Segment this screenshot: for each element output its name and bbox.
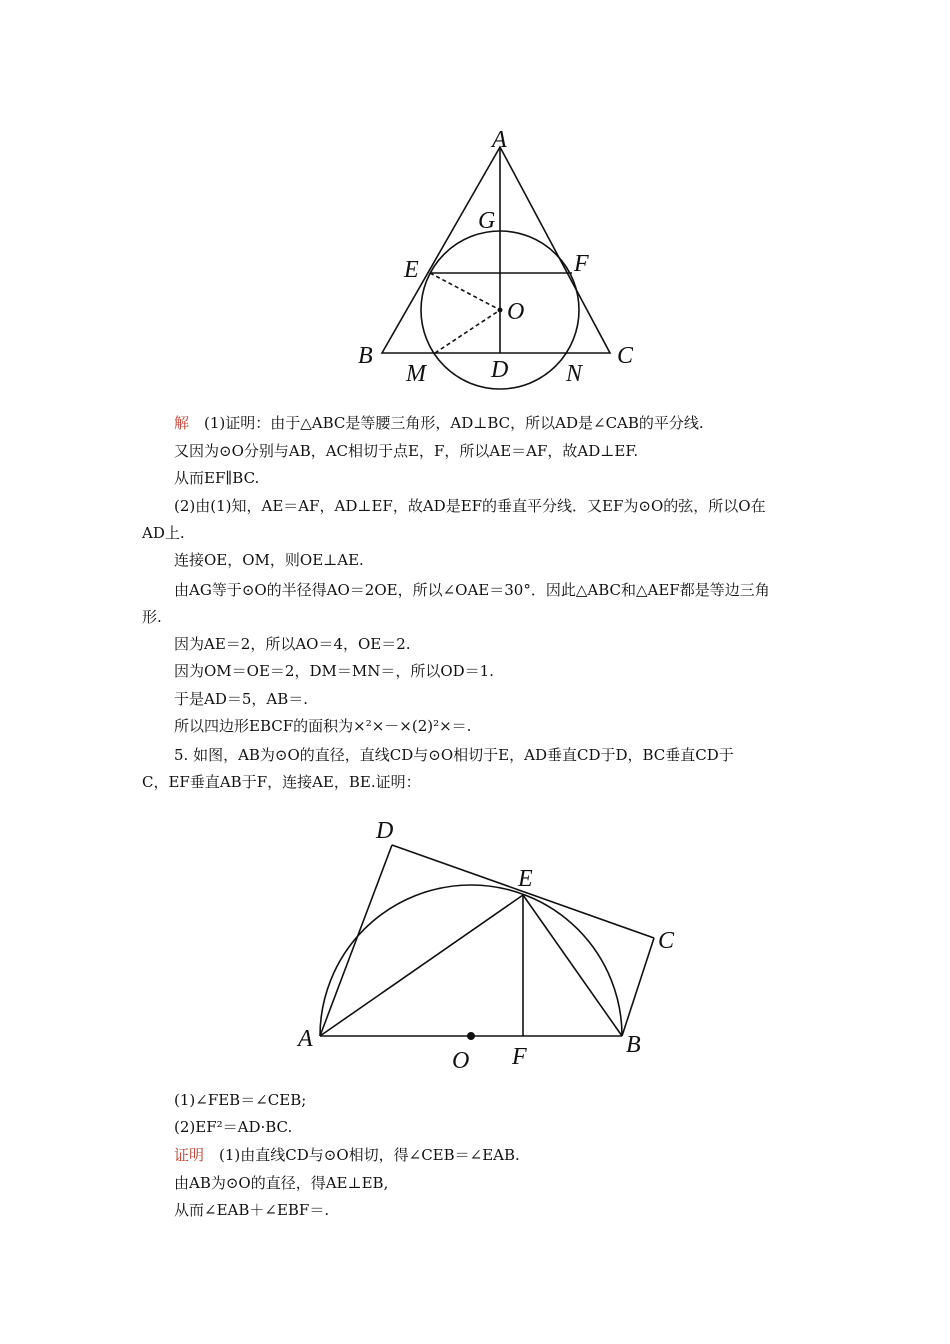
solution-line-7: 由AG等于⊙O的半径得AO＝2OE，所以∠OAE＝30°．因此△ABC和△AEF都是等边三角 [174, 581, 770, 599]
proof-line-1: 证明 (1)由直线CD与⊙O相切，得∠CEB＝∠EAB. [174, 1146, 520, 1164]
label-f: F [574, 251, 589, 277]
solution-line-9: 因为AE＝2，所以AO＝4，OE＝2. [174, 635, 411, 653]
label-e: E [404, 257, 419, 283]
label-a: A [298, 1026, 313, 1052]
segment-bc [622, 938, 654, 1036]
solution-line-1: 解 (1)证明：由于△ABC是等腰三角形，AD⊥BC，所以AD是∠CAB的平分线. [174, 414, 704, 432]
point-o [498, 308, 503, 313]
figure-triangle-circle [340, 125, 645, 395]
proof-line-2: 由AB为⊙O的直径，得AE⊥EB, [174, 1174, 389, 1192]
label-d: D [491, 357, 509, 383]
label-e: E [518, 866, 533, 892]
solution-line-3: 从而EF∥BC. [174, 469, 260, 487]
triangle-abc [382, 147, 610, 353]
solution-line-4: (2)由(1)知，AE＝AF，AD⊥EF，故AD是EF的垂直平分线．又EF为⊙O的弦，所以O在 [174, 497, 766, 515]
label-c: C [658, 928, 675, 954]
problem5-line-2: C，EF垂直AB于F，连接AE，BE.证明： [142, 773, 421, 791]
label-g: G [478, 208, 496, 234]
label-m: M [406, 361, 426, 387]
label-f: F [512, 1044, 527, 1070]
solution-line-5: AD上. [142, 524, 185, 542]
solution-line-12: 所以四边形EBCF的面积为×²×－×(2)²×＝. [174, 717, 472, 735]
part-2: (2)EF²＝AD·BC. [174, 1118, 293, 1136]
label-n: N [566, 361, 583, 387]
segment-ad [320, 845, 392, 1036]
segment-ae [320, 895, 523, 1036]
figure-semicircle-tangent [280, 800, 705, 1085]
label-b: B [626, 1032, 641, 1058]
solution-head: 解 [174, 414, 190, 432]
segment-om [435, 310, 500, 353]
semicircle-o [320, 885, 622, 1036]
label-o: O [507, 299, 525, 325]
solution-line-6: 连接OE，OM，则OE⊥AE. [174, 551, 364, 569]
point-o [467, 1032, 475, 1040]
problem5-line-1: 5. 如图，AB为⊙O的直径，直线CD与⊙O相切于E，AD垂直CD于D，BC垂直CD于 [174, 746, 734, 764]
part-1: (1)∠FEB＝∠CEB; [174, 1091, 307, 1109]
solution-line-10: 因为OM＝OE＝2，DM＝MN＝，所以OD＝1. [174, 662, 494, 680]
label-a: A [492, 127, 507, 153]
segment-eb [523, 895, 622, 1036]
solution-line-2: 又因为⊙O分别与AB，AC相切于点E，F，所以AE＝AF，故AD⊥EF. [174, 442, 639, 460]
solution-line-11: 于是AD＝5，AB＝. [174, 690, 309, 708]
label-d: D [376, 818, 394, 844]
proof-head: 证明 [174, 1146, 205, 1164]
proof-line-3: 从而∠EAB＋∠EBF＝. [174, 1201, 330, 1219]
segment-oe [430, 273, 500, 310]
label-c: C [617, 343, 634, 369]
label-b: B [358, 343, 373, 369]
label-o: O [452, 1048, 470, 1074]
solution-line-8: 形. [142, 608, 162, 626]
